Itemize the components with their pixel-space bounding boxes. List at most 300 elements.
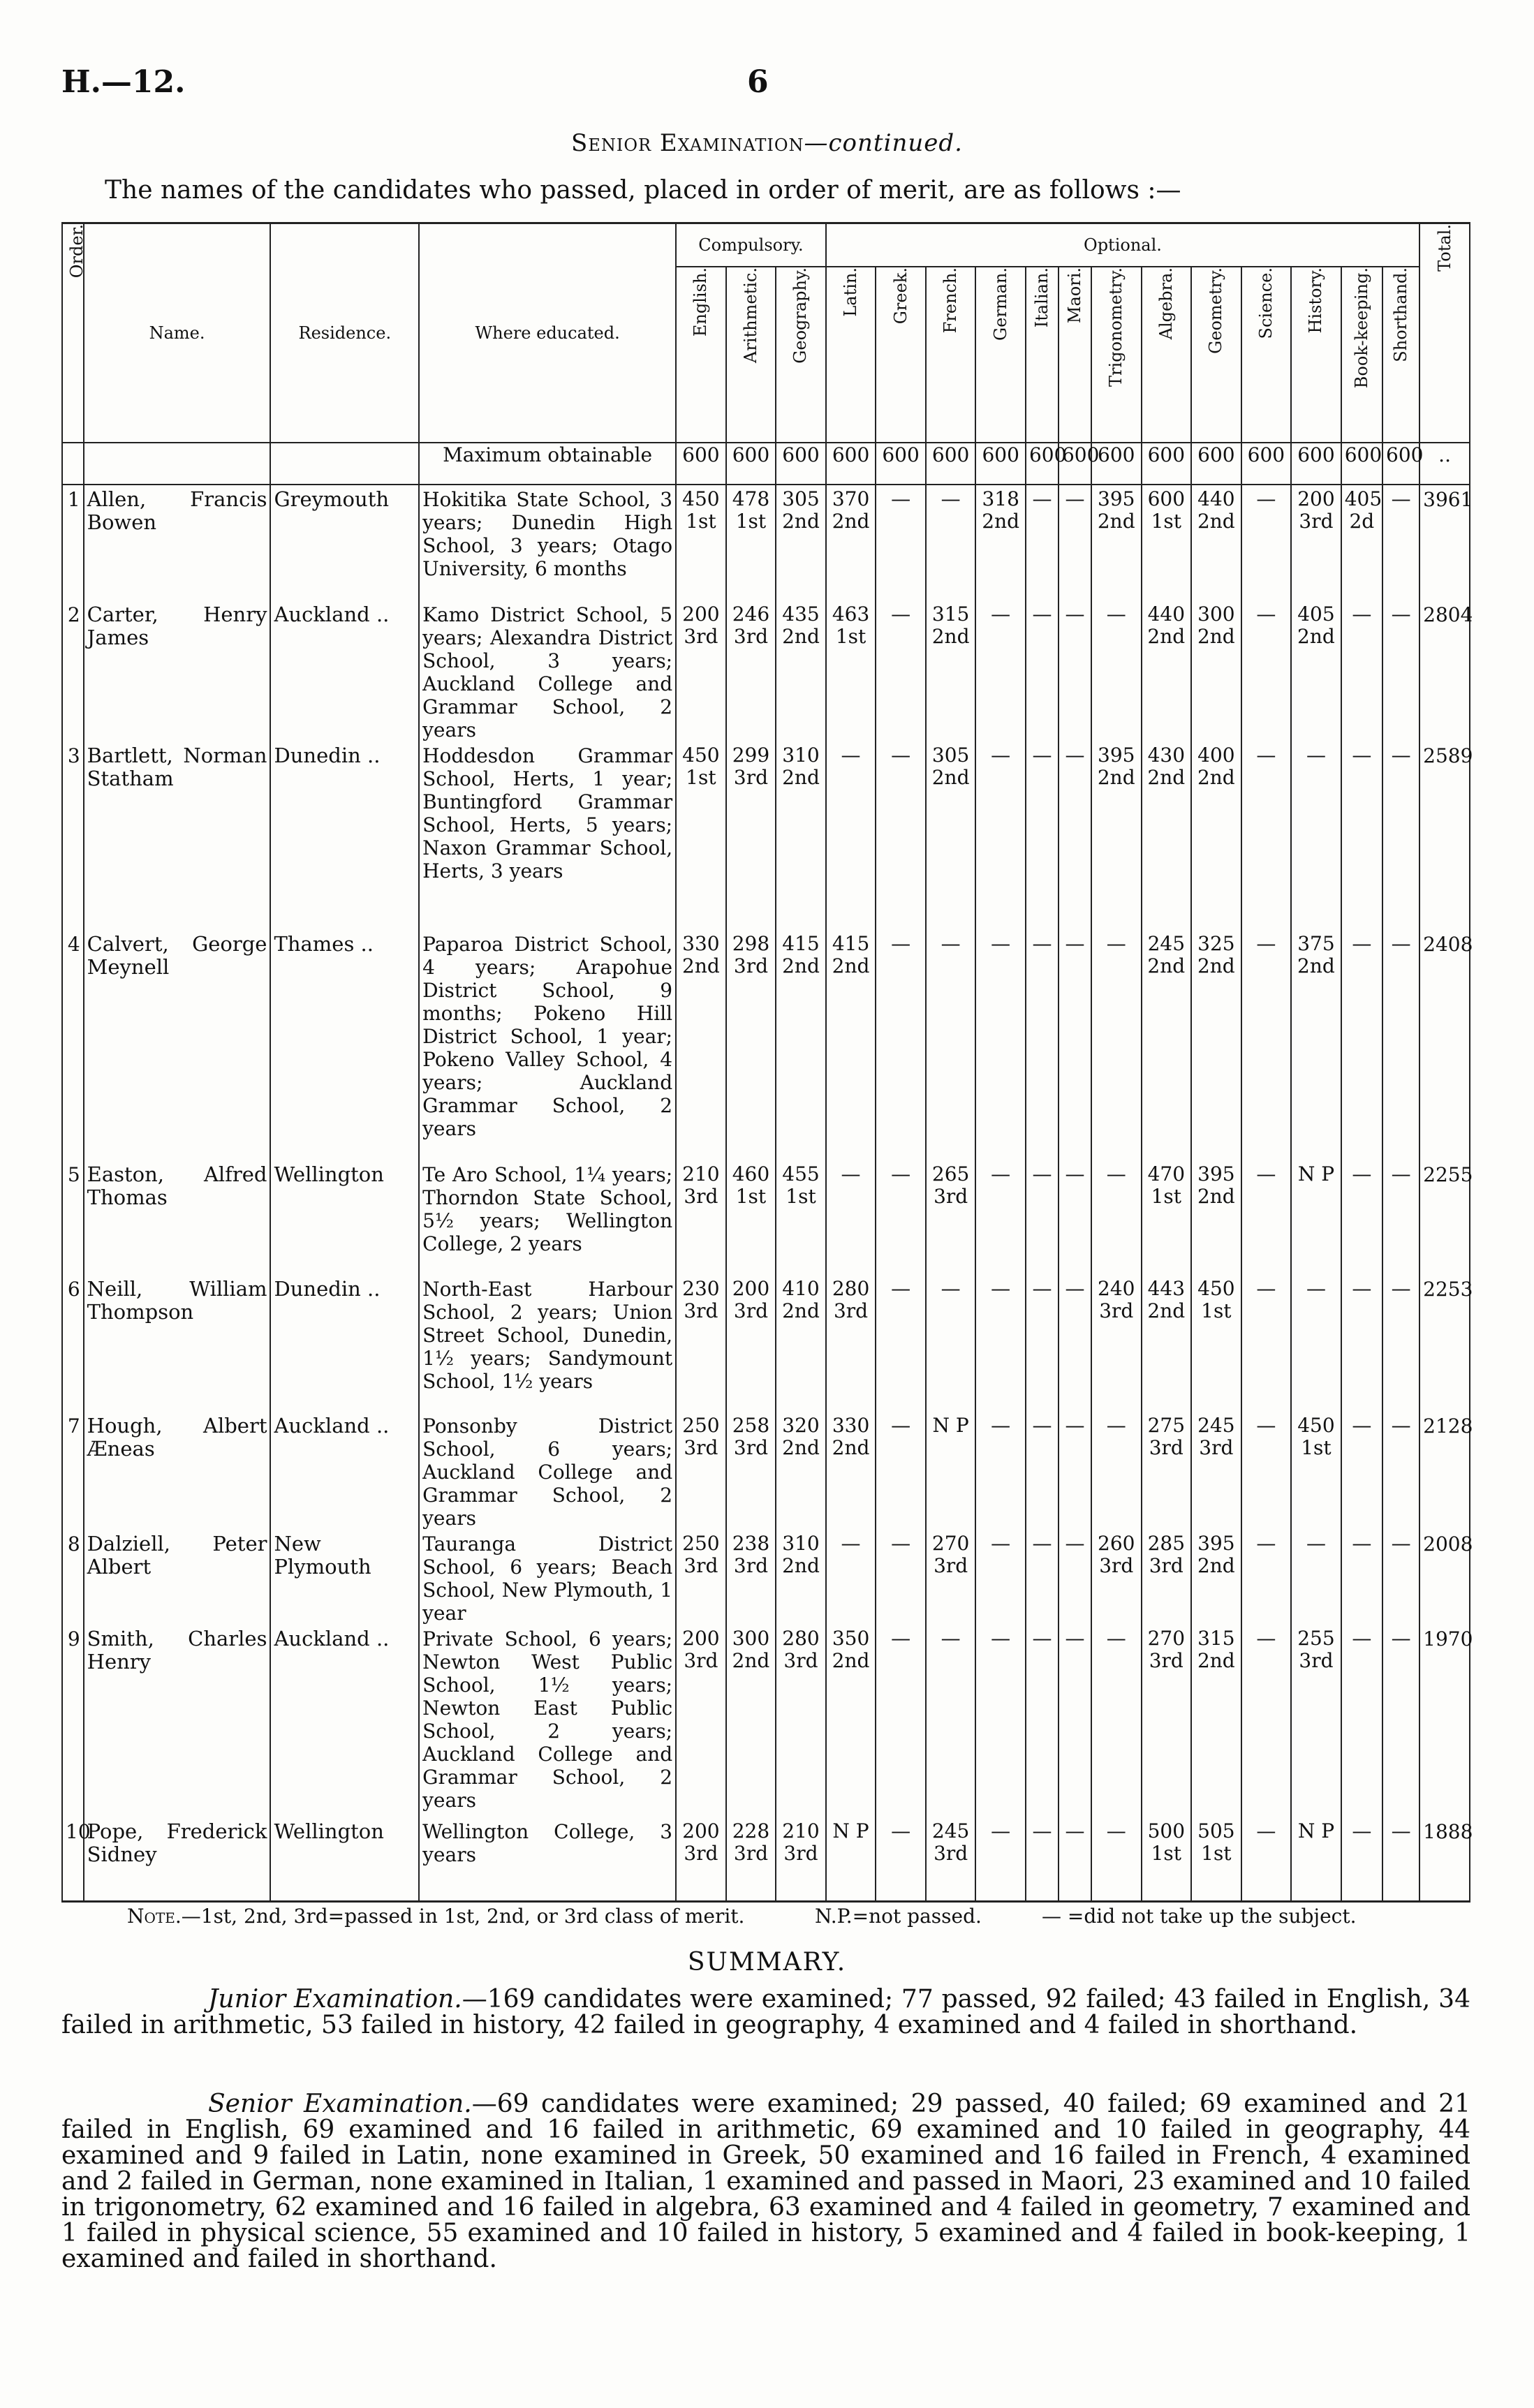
residence-cell: Auckland .. xyxy=(270,1625,419,1817)
mark-cell xyxy=(876,485,926,600)
mark-cell xyxy=(1291,1817,1341,1901)
mark-class: 2nd xyxy=(931,625,970,648)
mark-value: — xyxy=(1065,744,1085,767)
mark-value: — xyxy=(991,1819,1011,1842)
total-header: Total. xyxy=(1419,223,1470,443)
candidate-name: Pope, Frederick Sidney xyxy=(84,1817,271,1901)
mark-cell xyxy=(1091,1275,1142,1412)
mark-value: 300 xyxy=(732,1627,770,1650)
mark-cell xyxy=(776,930,826,1160)
subject-header: Science. xyxy=(1241,267,1292,443)
mark-cell xyxy=(926,1817,976,1901)
max-value: 600 xyxy=(1341,443,1382,485)
residence-cell: New Plymouth xyxy=(270,1530,419,1625)
order-cell: 7 xyxy=(62,1412,84,1530)
mark-cell xyxy=(1191,485,1241,600)
mark-cell xyxy=(676,1530,726,1625)
mark-class: 2nd xyxy=(1197,1649,1235,1672)
mark-class: 3rd xyxy=(1149,1436,1183,1459)
mark-cell xyxy=(1059,1530,1091,1625)
mark-cell xyxy=(776,485,826,600)
mark-class: 1st xyxy=(1201,1842,1232,1865)
mark-cell xyxy=(975,1275,1026,1412)
mark-cell xyxy=(975,1530,1026,1625)
mark-value: 305 xyxy=(782,487,820,510)
mark-value: — xyxy=(1256,487,1276,510)
mark-cell xyxy=(1191,1530,1241,1625)
mark-cell xyxy=(826,1275,876,1412)
mark-value: 315 xyxy=(931,603,970,626)
mark-value: 250 xyxy=(682,1414,720,1437)
residence-cell: Wellington xyxy=(270,1160,419,1275)
mark-cell xyxy=(1026,1275,1059,1412)
mark-value: — xyxy=(1306,1277,1326,1300)
mark-value: — xyxy=(991,1162,1011,1185)
mark-value: — xyxy=(1391,1414,1411,1437)
mark-class: 3rd xyxy=(934,1185,968,1208)
mark-cell xyxy=(1142,485,1192,600)
educated-cell: Private School, 6 years; Newton West Public School, 1½ years; Newton East Public School, 2 years; Auckland College and Grammar School, 2 years xyxy=(419,1625,676,1817)
mark-cell xyxy=(676,741,726,930)
mark-value: 325 xyxy=(1197,932,1235,955)
mark-value: N P xyxy=(832,1819,869,1842)
mark-value: 410 xyxy=(782,1277,820,1300)
mark-cell xyxy=(1142,1530,1192,1625)
mark-cell xyxy=(776,1160,826,1275)
mark-class: 2nd xyxy=(782,766,820,789)
mark-value: — xyxy=(1352,603,1372,626)
mark-value: N P xyxy=(932,1414,969,1437)
mark-class: 2nd xyxy=(1197,1554,1235,1577)
mark-class: 3rd xyxy=(1199,1436,1234,1459)
mark-value: 258 xyxy=(732,1414,770,1437)
max-value: 600 xyxy=(1091,443,1142,485)
mark-cell xyxy=(876,1275,926,1412)
educated-cell: Hokitika State School, 3 years; Dunedin High School, 3 years; Otago University, 6 months xyxy=(419,485,676,600)
mark-value: 246 xyxy=(732,603,770,626)
residence-cell: Thames .. xyxy=(270,930,419,1160)
mark-value: — xyxy=(991,1277,1011,1300)
mark-cell xyxy=(1341,1625,1382,1817)
mark-cell xyxy=(826,1625,876,1817)
table-row xyxy=(62,1625,1470,1817)
mark-cell xyxy=(1142,1625,1192,1817)
table-row xyxy=(62,930,1470,1160)
table-row xyxy=(62,1275,1470,1412)
mark-class: 3rd xyxy=(783,1649,818,1672)
mark-cell xyxy=(1291,930,1341,1160)
mark-class: 2nd xyxy=(732,1649,770,1672)
mark-cell xyxy=(1026,1412,1059,1530)
mark-class: 3rd xyxy=(783,1842,818,1865)
mark-cell xyxy=(1091,1160,1142,1275)
mark-cell xyxy=(726,1160,776,1275)
mark-cell xyxy=(726,1412,776,1530)
residence-cell: Wellington xyxy=(270,1817,419,1901)
mark-value: — xyxy=(1256,1532,1276,1555)
mark-cell xyxy=(776,741,826,930)
mark-value: 305 xyxy=(931,744,970,767)
mark-value: — xyxy=(1391,1162,1411,1185)
mark-cell xyxy=(1341,485,1382,600)
mark-value: 245 xyxy=(1197,1414,1235,1437)
mark-cell xyxy=(1382,1817,1419,1901)
mark-cell xyxy=(676,930,726,1160)
max-value: 600 xyxy=(676,443,726,485)
mark-cell xyxy=(1382,1530,1419,1625)
mark-value: 330 xyxy=(832,1414,870,1437)
mark-value: 245 xyxy=(931,1819,970,1842)
table-row xyxy=(62,1160,1470,1275)
mark-cell xyxy=(1382,600,1419,741)
total-cell: 1888 xyxy=(1419,1817,1470,1901)
mark-value: 280 xyxy=(782,1627,820,1650)
mark-class: 3rd xyxy=(684,1649,718,1672)
mark-value: — xyxy=(1106,1414,1126,1437)
mark-value: 265 xyxy=(931,1162,970,1185)
mark-value: — xyxy=(1065,1414,1085,1437)
mark-cell xyxy=(1382,485,1419,600)
mark-value: — xyxy=(941,932,961,955)
residence-cell: Auckland .. xyxy=(270,600,419,741)
mark-class: 3rd xyxy=(833,1299,869,1322)
mark-value: — xyxy=(1256,1162,1276,1185)
mark-cell xyxy=(1191,741,1241,930)
max-value: 600 xyxy=(926,443,976,485)
mark-class: 3rd xyxy=(733,625,768,648)
total-cell: 2408 xyxy=(1419,930,1470,1160)
page-title xyxy=(0,129,1534,157)
mark-class: 1st xyxy=(686,510,716,533)
total-cell: 3961 xyxy=(1419,485,1470,600)
total-cell: 2589 xyxy=(1419,741,1470,930)
order-cell: 2 xyxy=(62,600,84,741)
educated-cell: North-East Harbour School, 2 years; Union Street School, Dunedin, 1½ years; Sandymount School, 1½ years xyxy=(419,1275,676,1412)
order-header: Order. xyxy=(62,223,84,443)
mark-cell xyxy=(975,1625,1026,1817)
mark-cell xyxy=(1341,1160,1382,1275)
total-cell: 2008 xyxy=(1419,1530,1470,1625)
mark-value: — xyxy=(941,1627,961,1650)
subject-header: English. xyxy=(676,267,726,443)
page-number: 6 xyxy=(747,64,769,100)
order-cell: 8 xyxy=(62,1530,84,1625)
mark-class: 2nd xyxy=(782,1554,820,1577)
mark-cell xyxy=(1291,485,1341,600)
mark-value: 375 xyxy=(1297,932,1335,955)
mark-cell xyxy=(926,1275,976,1412)
mark-cell xyxy=(826,485,876,600)
table-row xyxy=(62,1817,1470,1901)
educated-cell: Paparoa District School, 4 years; Arapohue District School, 9 months; Pokeno Hill District School, 1 year; Pokeno Valley School, 4 years; Auckland Grammar School, 2 years xyxy=(419,930,676,1160)
mark-value: — xyxy=(1256,603,1276,626)
mark-value: 435 xyxy=(782,603,820,626)
mark-class: 1st xyxy=(1151,1842,1182,1865)
mark-class: 3rd xyxy=(733,1299,768,1322)
mark-cell xyxy=(1091,930,1142,1160)
mark-cell xyxy=(1142,1160,1192,1275)
mark-value: 245 xyxy=(1147,932,1186,955)
max-residence-cell xyxy=(270,443,419,485)
mark-cell xyxy=(975,1817,1026,1901)
mark-cell xyxy=(1026,1160,1059,1275)
mark-class: 3rd xyxy=(684,1185,718,1208)
senior-summary xyxy=(61,2091,1470,2272)
mark-value: — xyxy=(1106,1627,1126,1650)
mark-class: 3rd xyxy=(684,1299,718,1322)
compulsory-header: Compulsory. xyxy=(676,223,826,267)
mark-cell xyxy=(1382,930,1419,1160)
mark-cell xyxy=(975,600,1026,741)
mark-cell xyxy=(1142,600,1192,741)
total-cell: 2253 xyxy=(1419,1275,1470,1412)
mark-class: 3rd xyxy=(1149,1649,1183,1672)
mark-class: 3rd xyxy=(1099,1554,1134,1577)
mark-value: 460 xyxy=(732,1162,770,1185)
mark-value: — xyxy=(1032,603,1052,626)
mark-class: 2nd xyxy=(832,510,870,533)
mark-cell xyxy=(776,1275,826,1412)
mark-class: 2nd xyxy=(982,510,1020,533)
mark-value: — xyxy=(891,932,911,955)
mark-cell xyxy=(1241,1275,1292,1412)
mark-class: 3rd xyxy=(733,954,768,977)
title-main: Senior Examination xyxy=(571,129,804,157)
mark-value: — xyxy=(1032,1532,1052,1555)
mark-value: 430 xyxy=(1147,744,1186,767)
mark-value: — xyxy=(991,603,1011,626)
max-value: 600 xyxy=(1142,443,1192,485)
table-row xyxy=(62,741,1470,930)
mark-value: — xyxy=(1256,1819,1276,1842)
mark-value: — xyxy=(1306,1532,1326,1555)
candidate-name: Hough, Albert Æneas xyxy=(84,1412,271,1530)
mark-value: — xyxy=(841,1162,861,1185)
mark-value: — xyxy=(1032,744,1052,767)
educated-cell: Hoddesdon Grammar School, Herts, 1 year; Buntingford Grammar School, Herts, 5 years; Naxon Grammar School, Herts, 3 years xyxy=(419,741,676,930)
mark-value: 315 xyxy=(1197,1627,1235,1650)
mark-class: 3rd xyxy=(733,766,768,789)
mark-class: 2nd xyxy=(1197,625,1235,648)
mark-class: 2nd xyxy=(682,954,720,977)
mark-value: 228 xyxy=(732,1819,770,1842)
mark-cell xyxy=(1026,1817,1059,1901)
order-cell: 1 xyxy=(62,485,84,600)
note-label: Note. xyxy=(127,1905,182,1928)
mark-class: 2nd xyxy=(832,954,870,977)
note-dash: — =did not take up the subject. xyxy=(1042,1905,1357,1928)
mark-cell xyxy=(1291,1530,1341,1625)
mark-value: 200 xyxy=(682,1819,720,1842)
max-label: Maximum obtainable xyxy=(419,443,676,485)
mark-class: 2nd xyxy=(1097,510,1135,533)
mark-cell xyxy=(826,741,876,930)
mark-cell xyxy=(1341,1275,1382,1412)
mark-cell xyxy=(776,1625,826,1817)
table-row xyxy=(62,1412,1470,1530)
mark-value: — xyxy=(891,744,911,767)
mark-value: — xyxy=(891,1819,911,1842)
mark-cell xyxy=(1191,1412,1241,1530)
mark-cell xyxy=(726,600,776,741)
mark-value: 255 xyxy=(1297,1627,1335,1650)
mark-value: — xyxy=(991,1414,1011,1437)
mark-cell xyxy=(1382,1412,1419,1530)
mark-cell xyxy=(1026,600,1059,741)
total-cell: 2128 xyxy=(1419,1412,1470,1530)
mark-value: — xyxy=(891,1162,911,1185)
mark-cell xyxy=(676,1275,726,1412)
mark-cell xyxy=(1026,1530,1059,1625)
subject-header: Italian. xyxy=(1026,267,1059,443)
mark-value: — xyxy=(1352,1532,1372,1555)
educated-cell: Ponsonby District School, 6 years; Auckland College and Grammar School, 2 years xyxy=(419,1412,676,1530)
mark-cell xyxy=(975,741,1026,930)
mark-cell xyxy=(676,600,726,741)
mark-value: 443 xyxy=(1147,1277,1186,1300)
mark-cell xyxy=(975,485,1026,600)
subject-header: Book-keeping. xyxy=(1341,267,1382,443)
mark-value: 200 xyxy=(682,1627,720,1650)
mark-value: 240 xyxy=(1098,1277,1135,1300)
mark-cell xyxy=(1191,600,1241,741)
order-cell: 10 xyxy=(62,1817,84,1901)
mark-class: 1st xyxy=(1151,1185,1182,1208)
mark-class: 2nd xyxy=(782,510,820,533)
subject-header: Geometry. xyxy=(1191,267,1241,443)
mark-value: 470 xyxy=(1147,1162,1186,1185)
mark-value: 395 xyxy=(1197,1532,1235,1555)
mark-cell xyxy=(1241,1817,1292,1901)
order-cell: 5 xyxy=(62,1160,84,1275)
mark-value: 280 xyxy=(832,1277,870,1300)
total-cell: 2255 xyxy=(1419,1160,1470,1275)
junior-text: —169 candidates were examined; 77 passed, 92 failed; 43 failed in English, 34 failed in arithmetic, 53 failed in history, 42 failed in geography, 4 examined and 4 failed in shorthand. xyxy=(61,1985,1470,2039)
subject-header: French. xyxy=(926,267,976,443)
mark-cell xyxy=(1059,930,1091,1160)
mark-value: 463 xyxy=(832,603,870,626)
mark-cell xyxy=(1241,741,1292,930)
mark-cell xyxy=(926,1530,976,1625)
mark-value: — xyxy=(991,1532,1011,1555)
mark-cell xyxy=(1091,1817,1142,1901)
subject-header: Algebra. xyxy=(1142,267,1192,443)
mark-value: — xyxy=(1032,1627,1052,1650)
mark-cell xyxy=(676,1625,726,1817)
mark-value: — xyxy=(1106,932,1126,955)
mark-class: 1st xyxy=(735,1185,767,1208)
mark-value: — xyxy=(1032,1277,1052,1300)
max-value: 600 xyxy=(1191,443,1241,485)
educated-header: Where educated. xyxy=(419,223,676,443)
mark-value: 275 xyxy=(1147,1414,1186,1437)
mark-cell xyxy=(676,1817,726,1901)
mark-cell xyxy=(776,1412,826,1530)
max-value: 600 xyxy=(1291,443,1341,485)
mark-cell xyxy=(1059,741,1091,930)
intro-text: The names of the candidates who passed, placed in order of merit, are as follows :— xyxy=(105,176,1181,205)
mark-value: 320 xyxy=(782,1414,820,1437)
mark-value: 270 xyxy=(1147,1627,1186,1650)
mark-cell xyxy=(1059,1160,1091,1275)
mark-class: 2nd xyxy=(1297,954,1335,977)
max-value: 600 xyxy=(1382,443,1419,485)
junior-label: Junior Examination. xyxy=(208,1985,462,2014)
mark-value: 600 xyxy=(1147,487,1186,510)
mark-cell xyxy=(776,1530,826,1625)
mark-value: — xyxy=(1256,744,1276,767)
mark-cell xyxy=(1341,930,1382,1160)
mark-cell xyxy=(926,1625,976,1817)
senior-label: Senior Examination. xyxy=(208,2090,472,2118)
mark-cell xyxy=(726,930,776,1160)
mark-value: N P xyxy=(1297,1162,1335,1185)
mark-cell xyxy=(876,1530,926,1625)
mark-class: 3rd xyxy=(684,1436,718,1459)
mark-cell xyxy=(1026,1625,1059,1817)
table-row xyxy=(62,485,1470,600)
mark-value: — xyxy=(1065,1627,1085,1650)
candidate-name: Calvert, George Meynell xyxy=(84,930,271,1160)
mark-cell xyxy=(726,485,776,600)
mark-class: 2nd xyxy=(1097,766,1135,789)
mark-value: 440 xyxy=(1147,603,1186,626)
mark-class: 2nd xyxy=(1147,625,1186,648)
mark-cell xyxy=(1382,741,1419,930)
mark-class: 3rd xyxy=(733,1554,768,1577)
mark-value: — xyxy=(941,487,961,510)
mark-value: — xyxy=(1352,744,1372,767)
candidate-name: Easton, Alfred Thomas xyxy=(84,1160,271,1275)
subject-header: Latin. xyxy=(826,267,876,443)
mark-value: — xyxy=(1032,1414,1052,1437)
candidate-name: Smith, Charles Henry xyxy=(84,1625,271,1817)
max-value: 600 xyxy=(876,443,926,485)
mark-value: — xyxy=(1256,1414,1276,1437)
mark-value: — xyxy=(1391,1532,1411,1555)
mark-value: — xyxy=(1256,932,1276,955)
residence-cell: Dunedin .. xyxy=(270,741,419,930)
mark-cell xyxy=(926,930,976,1160)
mark-value: 500 xyxy=(1147,1819,1186,1842)
candidate-name: Bartlett, Norman Statham xyxy=(84,741,271,930)
mark-cell xyxy=(876,600,926,741)
mark-value: 230 xyxy=(682,1277,720,1300)
mark-value: — xyxy=(1391,1627,1411,1650)
mark-value: — xyxy=(891,1627,911,1650)
mark-cell xyxy=(776,1817,826,1901)
mark-cell xyxy=(1241,600,1292,741)
subject-header: Trigonometry. xyxy=(1091,267,1142,443)
mark-cell xyxy=(1382,1625,1419,1817)
total-cell: 2804 xyxy=(1419,600,1470,741)
mark-class: 2nd xyxy=(782,1299,820,1322)
mark-value: 478 xyxy=(732,487,770,510)
residence-cell: Dunedin .. xyxy=(270,1275,419,1412)
mark-cell xyxy=(826,1530,876,1625)
mark-cell xyxy=(1191,930,1241,1160)
mark-cell xyxy=(876,741,926,930)
mark-cell xyxy=(1291,741,1341,930)
mark-value: 318 xyxy=(982,487,1019,510)
mark-value: — xyxy=(1391,744,1411,767)
mark-value: 400 xyxy=(1197,744,1235,767)
mark-cell xyxy=(1191,1625,1241,1817)
mark-value: — xyxy=(1391,603,1411,626)
mark-cell xyxy=(1241,485,1292,600)
mark-cell xyxy=(726,1275,776,1412)
mark-cell xyxy=(1241,1412,1292,1530)
